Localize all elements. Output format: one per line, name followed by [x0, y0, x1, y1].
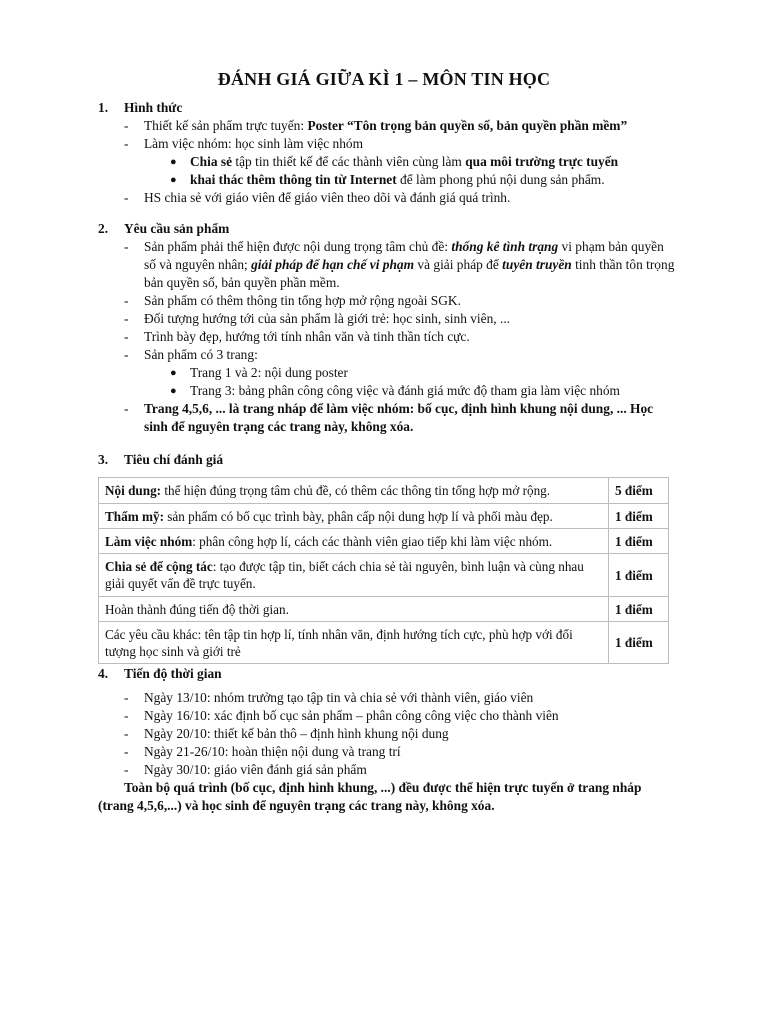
criteria-cell: Chia sẻ để cộng tác: tạo được tập tin, biết cách chia sẻ tài nguyên, bình luận và cùng nhau giải quyết vấn đề trực tuyến.: [99, 554, 609, 597]
list-item: - Sản phẩm có thêm thông tin tổng hợp mở rộng ngoài SGK.: [124, 293, 461, 308]
list-item: - Ngày 21-26/10: hoàn thiện nội dung và trang trí: [124, 744, 401, 759]
section-heading: [98, 665, 678, 683]
dash-marker: -: [124, 708, 129, 723]
section-title: Tiêu chí đánh giá: [124, 452, 224, 467]
page-title: ĐÁNH GIÁ GIỮA KÌ 1 – MÔN TIN HỌC: [217, 69, 551, 89]
list-item: - Làm việc nhóm: học sinh làm việc nhóm: [124, 136, 364, 151]
dash-marker: -: [124, 329, 129, 344]
list-item: - Sản phẩm phải thể hiện được nội dung trọng tâm chủ đề: thống kê tình trạng vi phạm bản quyền số và nguyên nhân; giải pháp để hạn chế vi phạm và giải pháp để tuyên truyền tinh thần tôn trọng bản quyền số, bản quyền phần mềm.: [124, 239, 675, 290]
list-item: - HS chia sẻ với giáo viên để giáo viên theo dõi và đánh giá quá trình.: [124, 190, 511, 205]
table-row: [99, 622, 669, 664]
dash-marker: -: [124, 401, 129, 416]
dash-marker: -: [124, 762, 129, 777]
points-cell: 1 điểm: [609, 622, 669, 664]
dash-marker: -: [124, 136, 129, 151]
points-cell: 5 điểm: [609, 478, 669, 504]
section-form: [98, 99, 678, 207]
dash-marker: -: [124, 118, 129, 133]
bullet-marker: ●: [170, 156, 177, 168]
section-schedule: [98, 665, 678, 815]
section-title: Hình thức: [124, 100, 183, 115]
table-row: [99, 554, 669, 597]
bullet-marker: ●: [170, 174, 177, 186]
section-criteria: [98, 451, 678, 469]
table-row: [99, 478, 669, 504]
section-number: 1.: [98, 100, 109, 115]
dash-marker: -: [124, 190, 129, 205]
section-number: 4.: [98, 666, 109, 681]
points-cell: 1 điểm: [609, 529, 669, 554]
section-heading: [98, 220, 678, 238]
dash-marker: -: [124, 726, 129, 741]
section-heading: [98, 451, 678, 469]
list-item: - Sản phẩm có 3 trang:: [124, 347, 258, 362]
table-row: [99, 504, 669, 529]
criteria-cell: Thẩm mỹ: sản phẩm có bố cục trình bày, phân cấp nội dung hợp lí và phối màu đẹp.: [99, 504, 609, 529]
sub-list-item: ● Trang 1 và 2: nội dung poster: [170, 365, 348, 380]
section-title: Tiến độ thời gian: [124, 666, 222, 681]
dash-marker: -: [124, 293, 129, 308]
section-number: 2.: [98, 221, 109, 236]
points-cell: 1 điểm: [609, 504, 669, 529]
points-cell: 1 điểm: [609, 554, 669, 597]
criteria-cell: Hoàn thành đúng tiến độ thời gian.: [99, 597, 609, 622]
criteria-cell: Nội dung: thể hiện đúng trọng tâm chủ đề, có thêm các thông tin tổng hợp mở rộng.: [99, 478, 609, 504]
section-title: Yêu cầu sản phẩm: [124, 221, 230, 236]
bullet-marker: ●: [170, 367, 177, 379]
section-number: 3.: [98, 452, 109, 467]
closing-paragraph: Toàn bộ quá trình (bố cục, định hình khung, ...) đều được thể hiện trực tuyến ở trang nháp (trang 4,5,6,...) và học sinh để nguyên trạng các trang này, không xóa.: [98, 780, 642, 813]
dash-marker: -: [124, 239, 129, 254]
list-item: - Đối tượng hướng tới của sản phẩm là giới trẻ: học sinh, sinh viên, ...: [124, 311, 511, 326]
criteria-table: [98, 477, 669, 664]
criteria-cell: Các yêu cầu khác: tên tập tin hợp lí, tính nhân văn, định hướng tích cực, phù hợp với đối tượng học sinh và giới trẻ: [99, 622, 609, 664]
list-item: - Ngày 16/10: xác định bố cục sản phẩm – phân công công việc cho thành viên: [124, 708, 559, 723]
list-item: - Trang 4,5,6, ... là trang nháp để làm việc nhóm: bố cục, định hình khung nội dung, ... Học sinh để nguyên trạng các trang này, không xóa.: [124, 401, 654, 434]
criteria-cell: Làm việc nhóm: phân công hợp lí, cách các thành viên giao tiếp khi làm việc nhóm.: [99, 529, 609, 554]
list-item: - Ngày 30/10: giáo viên đánh giá sản phẩm: [124, 762, 367, 777]
table-row: [99, 597, 669, 622]
list-item: - Ngày 20/10: thiết kế bản thô – định hình khung nội dung: [124, 726, 449, 741]
list-item: - Ngày 13/10: nhóm trưởng tạo tập tin và chia sẻ với thành viên, giáo viên: [124, 690, 534, 705]
dash-marker: -: [124, 744, 129, 759]
table-row: [99, 529, 669, 554]
section-heading: [98, 99, 678, 117]
sub-list-item: ● Trang 3: bảng phân công công việc và đánh giá mức độ tham gia làm việc nhóm: [170, 383, 620, 398]
sub-list-item: ● Chia sẻ tập tin thiết kế để các thành viên cùng làm qua môi trường trực tuyến: [170, 154, 619, 169]
list-item: - Thiết kế sản phẩm trực tuyến: Poster “Tôn trọng bản quyền số, bản quyền phần mềm”: [124, 118, 628, 133]
list-item: - Trình bày đẹp, hướng tới tính nhân văn và tinh thần tích cực.: [124, 329, 470, 344]
points-cell: 1 điểm: [609, 597, 669, 622]
section-requirements: [98, 220, 678, 436]
bullet-marker: ●: [170, 385, 177, 397]
sub-list-item: ● khai thác thêm thông tin từ Internet để làm phong phú nội dung sản phẩm.: [170, 172, 605, 187]
dash-marker: -: [124, 347, 129, 362]
dash-marker: -: [124, 311, 129, 326]
dash-marker: -: [124, 690, 129, 705]
